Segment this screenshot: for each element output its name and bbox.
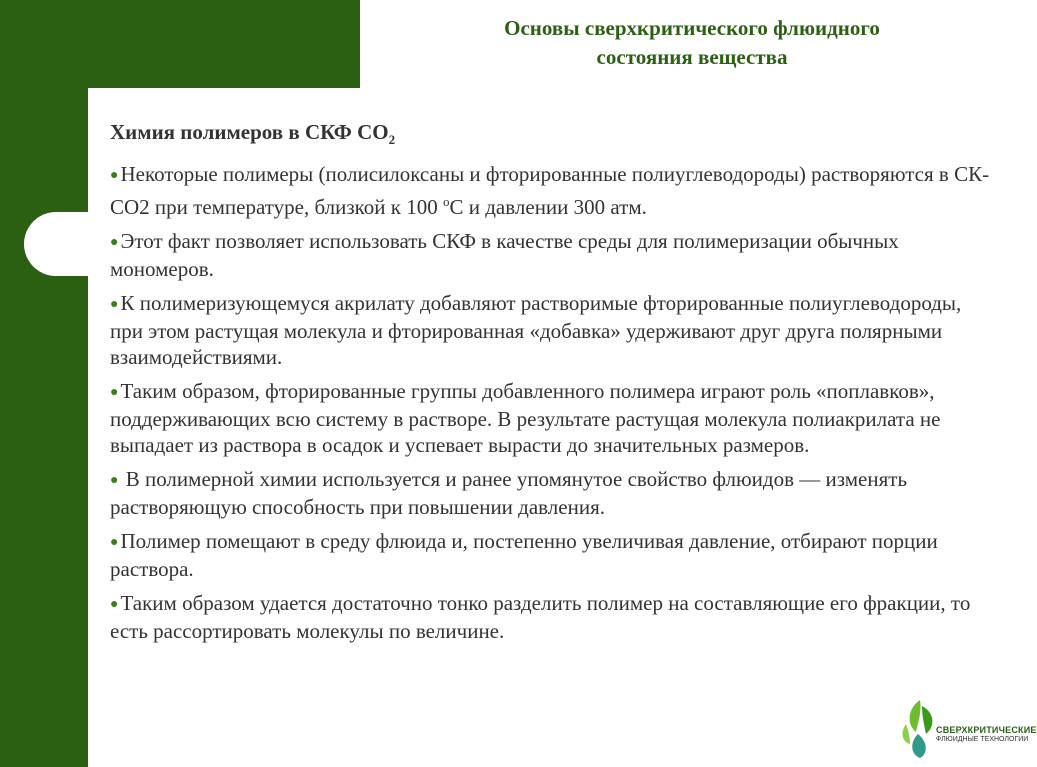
paragraph-4-text: Таким образом, фторированные группы добавленного полимера играют роль «поплавков», поддерживающих всю систему в растворе. В результате растущая молекула полиакрилата не выпадает из раствора в осадок и успевает вырасти до значительных размеров. — [110, 379, 941, 458]
section-heading-text: Химия полимеров в СКФ СО — [110, 120, 389, 144]
paragraph-3-text: К полимеризующемуся акрилату добавляют растворимые фторированные полиуглеводороды, при этом растущая молекула и фторированная «добавка» удерживают друг друга полярными взаимодействиями. — [110, 291, 962, 370]
paragraph-1-superscript: о — [443, 194, 450, 210]
bullet-paragraph-5 — [110, 466, 996, 520]
slide-body — [110, 119, 996, 652]
paragraph-2-text: Этот факт позволяет использовать СКФ в качестве среды для полимеризации обычных мономеров. — [110, 229, 899, 282]
paragraph-6-text: Полимер помещают в среду флюида и, постепенно увеличивая давление, отбирают порции раствора. — [110, 529, 938, 582]
slide-title-line-2: состояния вещества — [596, 45, 788, 69]
logo-line-1: СВЕРХКРИТИЧЕСКИЕ — [936, 725, 1037, 735]
section-heading — [110, 119, 996, 153]
bullet-paragraph-2 — [110, 228, 996, 282]
bullet-icon: ● — [110, 168, 119, 184]
paragraph-1-text-after: С и давлении 300 атм. — [449, 195, 647, 220]
bullet-paragraph-4 — [110, 378, 996, 458]
logo-line-2: ФЛЮИДНЫЕ ТЕХНОЛОГИИ — [936, 736, 1029, 743]
bullet-paragraph-3 — [110, 290, 996, 370]
bullet-icon: ● — [110, 597, 119, 613]
company-logo — [896, 692, 1037, 767]
slide-title — [360, 14, 1024, 72]
bullet-paragraph-1 — [110, 161, 996, 220]
section-heading-subscript: 2 — [388, 132, 396, 148]
bullet-icon: ● — [110, 297, 119, 313]
bullet-icon: ● — [110, 235, 119, 251]
bullet-icon: ● — [110, 473, 119, 489]
bullet-icon: ● — [110, 535, 119, 551]
paragraph-5-text: В полимерной химии используется и ранее упомянутое свойство флюидов — изменять растворяющую способность при повышении давления. — [110, 467, 908, 520]
logo-text — [936, 725, 1037, 743]
slide-title-line-1: Основы сверхкритического флюидного — [504, 16, 880, 40]
paragraph-1-text-before: Некоторые полимеры (полисилоксаны и фторированные полиуглеводороды) растворяются в СК-СО2 при температуре, близкой к 100 — [110, 162, 990, 220]
bullet-paragraph-7 — [110, 590, 996, 644]
paragraph-7-text: Таким образом удается достаточно тонко разделить полимер на составляющие его фракции, то есть рассортировать молекулы по величине. — [110, 591, 971, 644]
sidebar-green-band — [0, 0, 88, 767]
bullet-icon: ● — [110, 385, 119, 401]
bullet-paragraph-6 — [110, 528, 996, 582]
